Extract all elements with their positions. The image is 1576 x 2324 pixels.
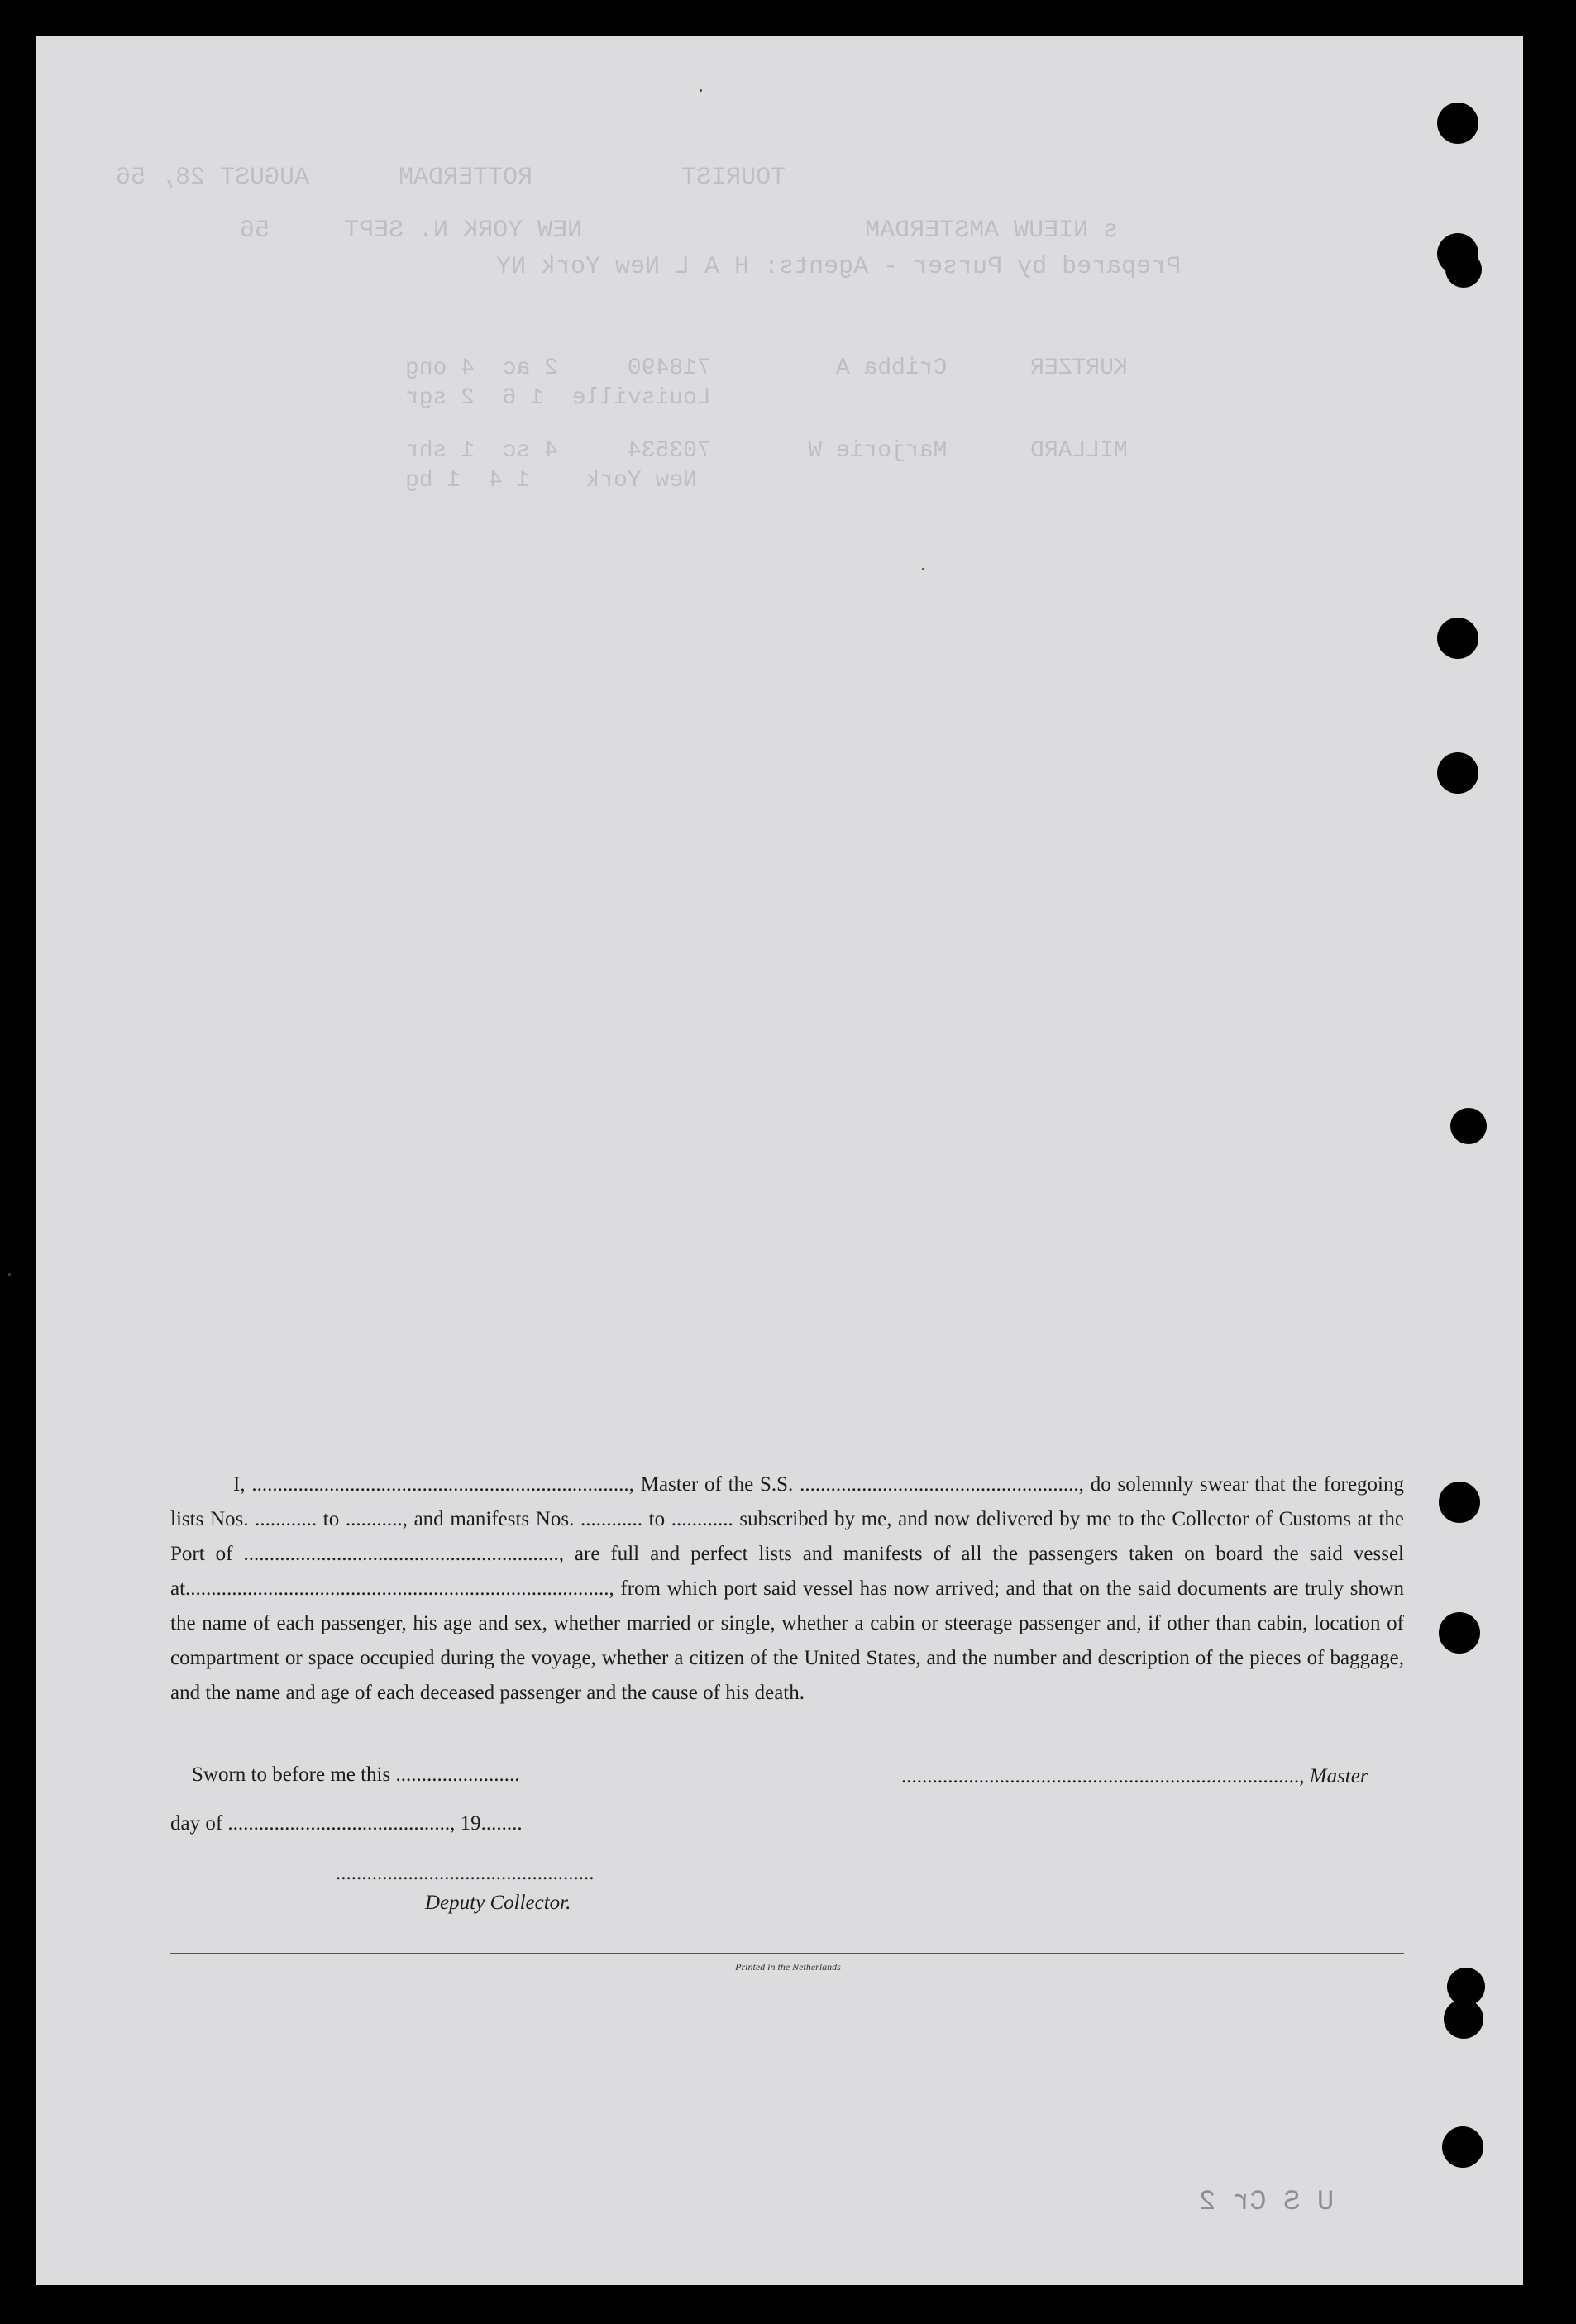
speck	[922, 568, 924, 570]
bleed-through-row: New York 1 4 1 bg	[405, 468, 1114, 494]
bleed-through-header: TOURIST ROTTERDAM AUGUST 28, 56	[116, 164, 786, 192]
bleed-through-row: Louisville 1 6 2 sgr	[405, 385, 1128, 411]
oath-text: I, ........................................................................., Master of the S.S. ......................................................, do solemnly swear that the foregoing lists Nos. ............ to ..........., and manifests Nos. ............ to ............ subscribed by me, and now delivered by me to the Collector of Customs at the Port of ............................................................., are full and perfect lists and manifests of all the passengers taken on board the said vessel at.................................................................................., from which port said vessel has now arrived; and that on the said documents are truly shown the name of each passenger, his age and sex, whether married or single, whether a cabin or steerage passenger and, if other than cabin, location of compartment or space occupied during the voyage, whether a citizen of the United States, and the number and description of the pieces of baggage, and the name and age of each deceased passenger and the cause of his death.	[170, 1473, 1404, 1704]
bleed-through-row: KURTZER Cribba A 718490 2 ac 4 ong	[405, 356, 1128, 381]
deputy-signature-line: ..................................................	[336, 1862, 595, 1884]
punch-hole	[1437, 752, 1478, 794]
printed-in-netherlands: Printed in the Netherlands	[735, 1961, 841, 1973]
punch-hole	[1439, 1482, 1480, 1523]
punch-hole	[1437, 103, 1478, 144]
bleed-through-vessel: s NIEUW AMSTERDAM NEW YORK N. SEPT 56	[240, 217, 1119, 245]
speck	[700, 89, 702, 92]
bleed-through-prepared: Prepared by Purser - Agents: H A L New York NY	[496, 253, 1182, 281]
master-label: Master	[1309, 1765, 1368, 1787]
punch-hole	[1445, 251, 1482, 288]
footer-rule	[170, 1953, 1404, 1954]
punch-hole	[1437, 618, 1478, 659]
oath-paragraph	[170, 1467, 1404, 1711]
punch-hole	[1442, 2126, 1483, 2168]
bleed-through-bottom: U S Cr 2	[1199, 2187, 1335, 2218]
sworn-line: Sworn to before me this ........................	[192, 1763, 520, 1786]
bleed-through-row: MILLARD Marjorie W 703534 4 sc 1 shr	[405, 438, 1128, 464]
punch-hole	[1439, 1612, 1480, 1654]
master-signature-line	[901, 1765, 1368, 1788]
speck	[8, 1273, 11, 1276]
punch-hole	[1444, 1999, 1483, 2039]
deputy-collector-label: Deputy Collector.	[425, 1892, 571, 1914]
master-dots: .............................................................................,	[901, 1765, 1305, 1787]
punch-hole	[1450, 1108, 1487, 1144]
day-of-line: day of ..........................................., 19........	[170, 1812, 523, 1835]
